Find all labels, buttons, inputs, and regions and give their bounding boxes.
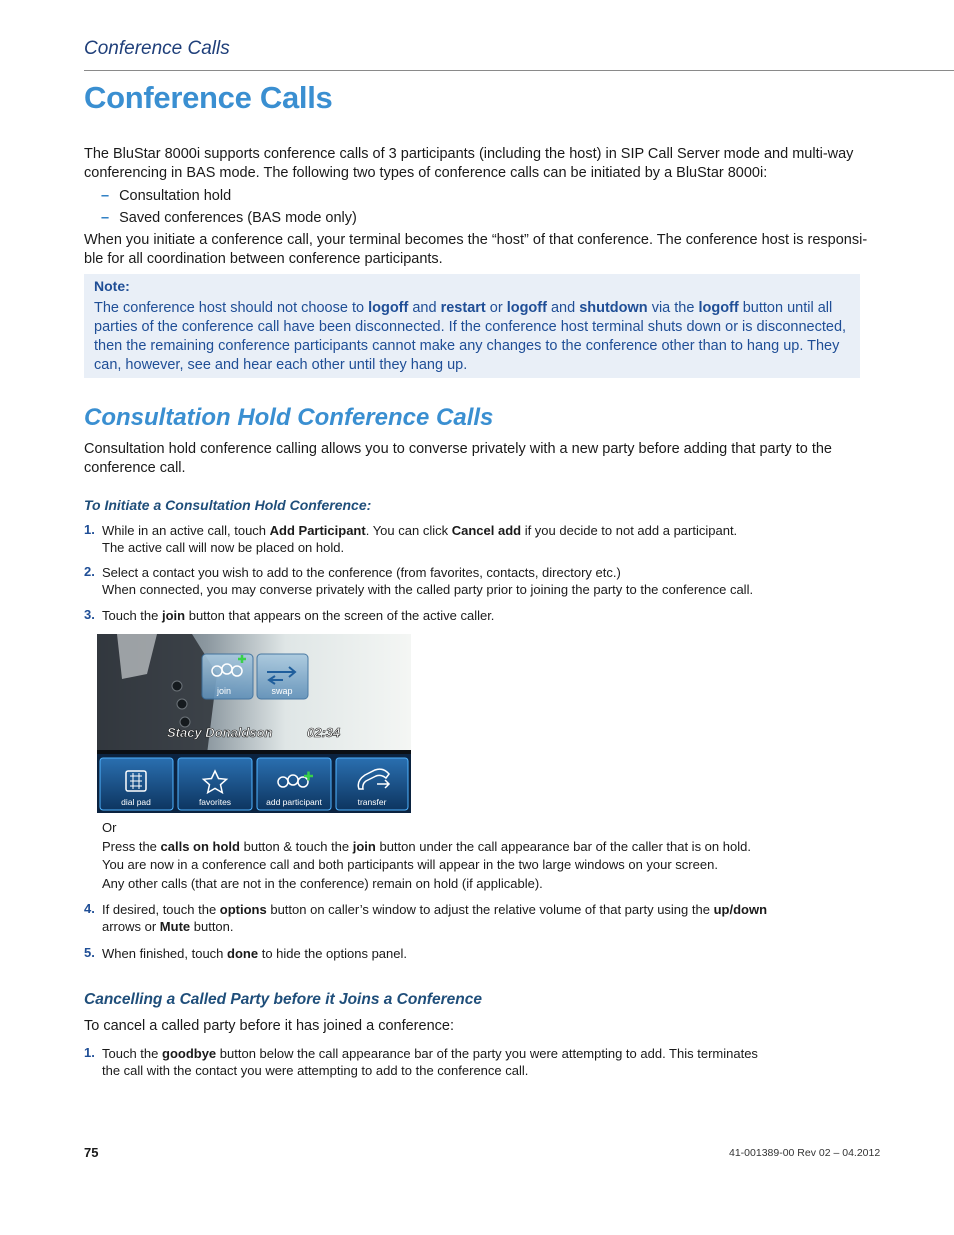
step-number: 3. — [84, 607, 95, 622]
intro-line-4: ble for all coordination between conference participants. — [84, 251, 443, 267]
step-number: 4. — [84, 901, 95, 916]
step-fragment: button under the call appearance bar of the caller that is on hold. — [375, 839, 751, 854]
step-fragment: to hide the options panel. — [258, 946, 407, 961]
step-fragment: Press the — [102, 839, 161, 854]
step-keyword: Mute — [159, 919, 191, 934]
favorites-label: favorites — [198, 797, 232, 807]
intro-line-2: conferencing in BAS mode. The following two types of conference calls can be initiated by a BluStar 8000i: — [84, 165, 768, 181]
step-fragment: button that appears on the screen of the active caller. — [185, 608, 495, 623]
step-text — [102, 522, 802, 556]
step-fragment: button. — [190, 919, 234, 934]
phone-screenshot — [97, 634, 411, 813]
transfer-label: transfer — [357, 797, 387, 807]
dial-pad-button[interactable] — [100, 758, 173, 810]
step-line — [102, 945, 802, 962]
step-text — [102, 1045, 802, 1079]
step-fragment: While in an active call, touch — [102, 523, 270, 538]
note-line-3: then the remaining conference participants cannot make any changes to the conference other than to hang up. They — [94, 338, 840, 354]
jacket-button — [177, 699, 187, 709]
bullet-text: Consultation hold — [119, 188, 232, 204]
step-line — [102, 522, 802, 539]
or-line-3: Any other calls (that are not in the conference) remain on hold (if applicable). — [102, 876, 543, 891]
bullet-text: Saved conferences (BAS mode only) — [119, 210, 357, 226]
step-fragment: arrows or — [102, 919, 160, 934]
dial-pad-label: dial pad — [121, 797, 151, 807]
note-fragment: or — [485, 300, 507, 316]
document-reference: 41-001389-00 Rev 02 – 04.2012 — [729, 1147, 881, 1159]
swap-label: swap — [271, 686, 293, 696]
note-fragment: The conference host should not choose to — [94, 300, 369, 316]
note-box — [84, 274, 860, 378]
join-label: join — [216, 686, 232, 696]
section-title: Consultation Hold Conference Calls — [84, 404, 494, 431]
step-fragment: Touch the — [102, 608, 162, 623]
intro-line-3: When you initiate a conference call, your terminal becomes the “host” of that conference. The conference host is responsi- — [84, 232, 868, 248]
step-keyword: join — [162, 608, 186, 623]
page-title: Conference Calls — [84, 80, 333, 115]
step-line — [102, 1045, 802, 1062]
note-line-2: parties of the conference call have been disconnected. If the conference host terminal shuts down or is disconnected, — [94, 319, 847, 335]
note-fragment: button until all — [738, 300, 833, 316]
step-line — [102, 901, 802, 918]
note-fragment: and — [546, 300, 580, 316]
add-participant-button[interactable] — [257, 758, 331, 810]
note-keyword: logoff — [698, 300, 739, 316]
call-timer: 02:34 — [307, 725, 341, 740]
intro-line-1: The BluStar 8000i supports conference calls of 3 participants (including the host) in SIP Call Server mode and multi-way — [84, 146, 854, 162]
bullet-marker: – — [101, 210, 110, 226]
transfer-button[interactable] — [336, 758, 408, 810]
note-text — [94, 299, 854, 375]
step-keyword: options — [219, 902, 267, 917]
bullet-item — [101, 209, 357, 228]
or-line-1 — [102, 838, 802, 855]
join-button[interactable] — [202, 654, 253, 699]
step-keyword: goodbye — [162, 1046, 217, 1061]
cancel-intro: To cancel a called party before it has joined a conference: — [84, 1018, 454, 1034]
step-text — [102, 945, 802, 962]
step-keyword: done — [227, 946, 259, 961]
step-number: 5. — [84, 945, 95, 960]
step-keyword: Cancel add — [451, 523, 522, 538]
step-fragment: When finished, touch — [102, 946, 228, 961]
note-keyword: shutdown — [579, 300, 648, 316]
bullet-item — [101, 187, 231, 206]
step-line: The active call will now be placed on hold. — [102, 540, 345, 555]
running-head: Conference Calls — [84, 38, 230, 59]
note-fragment: and — [408, 300, 441, 316]
step-fragment: if you decide to not add a participant. — [521, 523, 738, 538]
or-label: Or — [102, 820, 117, 835]
section-line-2: conference call. — [84, 460, 186, 476]
add-participant-label: add participant — [266, 797, 322, 807]
note-keyword: logoff — [368, 300, 409, 316]
step-line — [102, 918, 802, 935]
jacket-button — [172, 681, 182, 691]
note-line-4: can, however, see and hear each other until they hang up. — [94, 357, 468, 373]
step-text — [102, 901, 802, 935]
note-fragment: via the — [647, 300, 699, 316]
note-label: Note: — [94, 278, 130, 294]
page-number: 75 — [84, 1145, 99, 1160]
step-fragment: If desired, touch the — [102, 902, 220, 917]
step-fragment: Touch the — [102, 1046, 162, 1061]
note-keyword: logoff — [506, 300, 547, 316]
step-keyword: calls on hold — [160, 839, 240, 854]
step-fragment: button & touch the — [240, 839, 353, 854]
procedure-title: To Initiate a Consultation Hold Conference: — [84, 497, 372, 513]
note-keyword: restart — [440, 300, 486, 316]
step-fragment: . You can click — [365, 523, 452, 538]
note-line-1 — [94, 299, 854, 318]
step-keyword: up/down — [713, 902, 768, 917]
header-rule — [84, 70, 954, 71]
section-line-1: Consultation hold conference calling allows you to converse privately with a new party before adding that party to the — [84, 441, 832, 457]
step-number: 1. — [84, 522, 95, 537]
step-keyword: Add Participant — [269, 523, 366, 538]
step-line: When connected, you may converse privately with the called party prior to joining the party to the conference call. — [102, 582, 754, 597]
step-text — [102, 564, 802, 598]
step-fragment: button below the call appearance bar of the party you were attempting to add. This terminates — [216, 1046, 758, 1061]
step-line: the call with the contact you were attempting to add to the conference call. — [102, 1063, 529, 1078]
step-keyword: join — [352, 839, 376, 854]
phone-screenshot-art — [97, 634, 411, 813]
step-number: 2. — [84, 564, 95, 579]
caller-name: Stacy Donaldson — [167, 725, 273, 740]
cancel-title: Cancelling a Called Party before it Joins a Conference — [84, 991, 482, 1008]
step-fragment: button on caller’s window to adjust the relative volume of that party using the — [266, 902, 714, 917]
favorites-button[interactable] — [178, 758, 252, 810]
step-line: Select a contact you wish to add to the conference (from favorites, contacts, directory etc.) — [102, 565, 621, 580]
step-text — [102, 607, 802, 624]
step-line — [102, 607, 802, 624]
swap-button[interactable] — [257, 654, 308, 699]
or-line-2: You are now in a conference call and both participants will appear in the two large windows on your screen. — [102, 857, 718, 872]
bullet-marker: – — [101, 188, 110, 204]
step-number: 1. — [84, 1045, 95, 1060]
